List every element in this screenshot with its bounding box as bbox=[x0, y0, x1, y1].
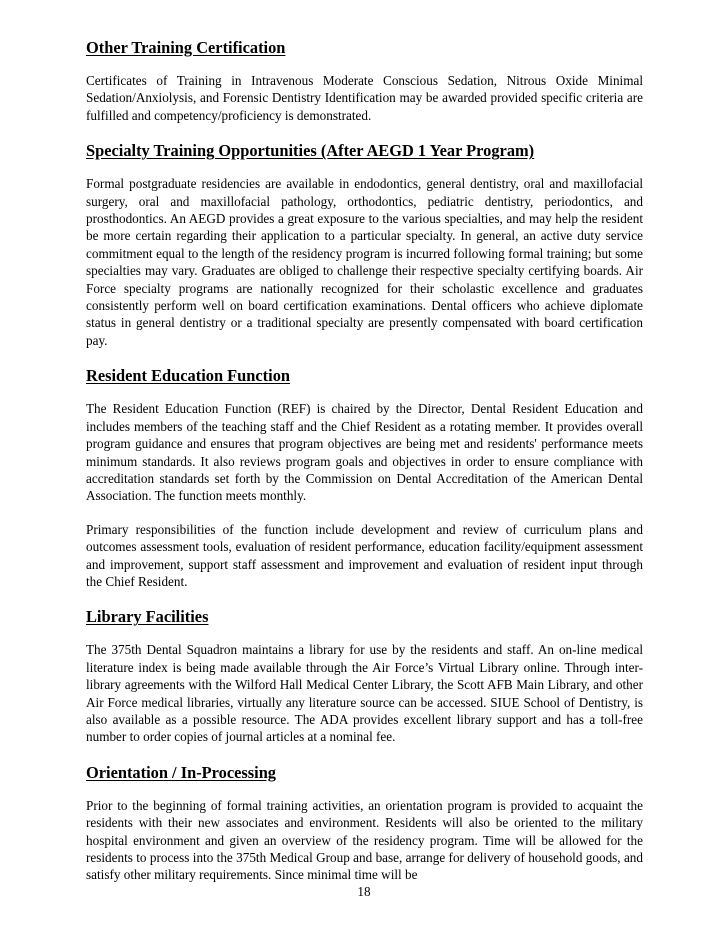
section-paragraph: Prior to the beginning of formal training activities, an orientation program is provided to acquaint the residents with their new associates and environment. Residents will also be oriented to the military hospital environment and given an overview of the residency program. Time will be allowed for the residents to process into the 375th Medical Group and base, arrange for delivery of household goods, and satisfy other military requirements. Since minimal time will be bbox=[86, 797, 643, 883]
page-number: 18 bbox=[357, 884, 371, 899]
section-heading: Other Training Certification bbox=[86, 38, 286, 57]
section-paragraph: Primary responsibilities of the function include development and review of curriculum plans and outcomes assessment tools, evaluation of resident performance, education facility/equipment assessment and improvement, support staff assessment and improvement and evaluation of resident input through the Chief Resident. bbox=[86, 521, 643, 589]
section-heading: Library Facilities bbox=[86, 607, 209, 627]
section-library-facilities bbox=[86, 607, 643, 745]
section-heading: Specialty Training Opportunities (After AEGD 1 Year Program) bbox=[86, 141, 535, 161]
section-paragraph: Formal postgraduate residencies are available in endodontics, general dentistry, oral and maxillofacial surgery, oral and maxillofacial pathology, orthodontics, pediatric dentistry, periodontics, and prosthodontics. An AEGD provides a great exposure to the various specialties, and may help the resident be more certain regarding their application to a particular specialty. In general, an active duty service commitment equal to the length of the residency program is incurred following formal training; but some specialties may vary. Graduates are obliged to challenge their respective specialty certifying boards. Air Force specialty programs are nationally recognized for their scholastic excellence and graduates consistently perform well on board certification examinations. Dental officers who achieve diplomate status in general dentistry or a traditional specialty are presently compensated with board certification pay. bbox=[86, 176, 643, 348]
document-page bbox=[86, 38, 643, 884]
section-specialty-training-opportunities bbox=[86, 141, 643, 349]
section-heading: Resident Education Function bbox=[86, 366, 291, 386]
section-resident-education-function bbox=[86, 366, 643, 590]
section-paragraph: The 375th Dental Squadron maintains a library for use by the residents and staff. An on-line medical literature index is being made available through the Air Force’s Virtual Library online. Through inter-library agreements with the Wilford Hall Medical Center Library, the Scott AFB Main Library, and other Air Force medical libraries, virtually any literature source can be accessed. SIUE School of Dentistry, is also available as a possible resource. The ADA provides excellent library support and has a toll-free number to order copies of journal articles at a nominal fee. bbox=[86, 642, 643, 745]
section-orientation-in-processing bbox=[86, 763, 643, 884]
section-other-training-certification bbox=[86, 38, 643, 124]
section-paragraph: The Resident Education Function (REF) is chaired by the Director, Dental Resident Education and includes members of the teaching staff and the Chief Resident as a rotating member. It provides overall program guidance and ensures that program objectives are being met and residents' performance meets minimum standards. It also reviews program goals and objectives in order to ensure compliance with accreditation standards set forth by the Commission on Dental Accreditation of the American Dental Association. The function meets monthly. bbox=[86, 401, 643, 504]
section-paragraph: Certificates of Training in Intravenous Moderate Conscious Sedation, Nitrous Oxide Minimal Sedation/Anxiolysis, and Forensic Dentistry Identification may be awarded provided specific criteria are fulfilled and competency/proficiency is demonstrated. bbox=[86, 73, 643, 123]
section-heading: Orientation / In-Processing bbox=[86, 762, 277, 782]
